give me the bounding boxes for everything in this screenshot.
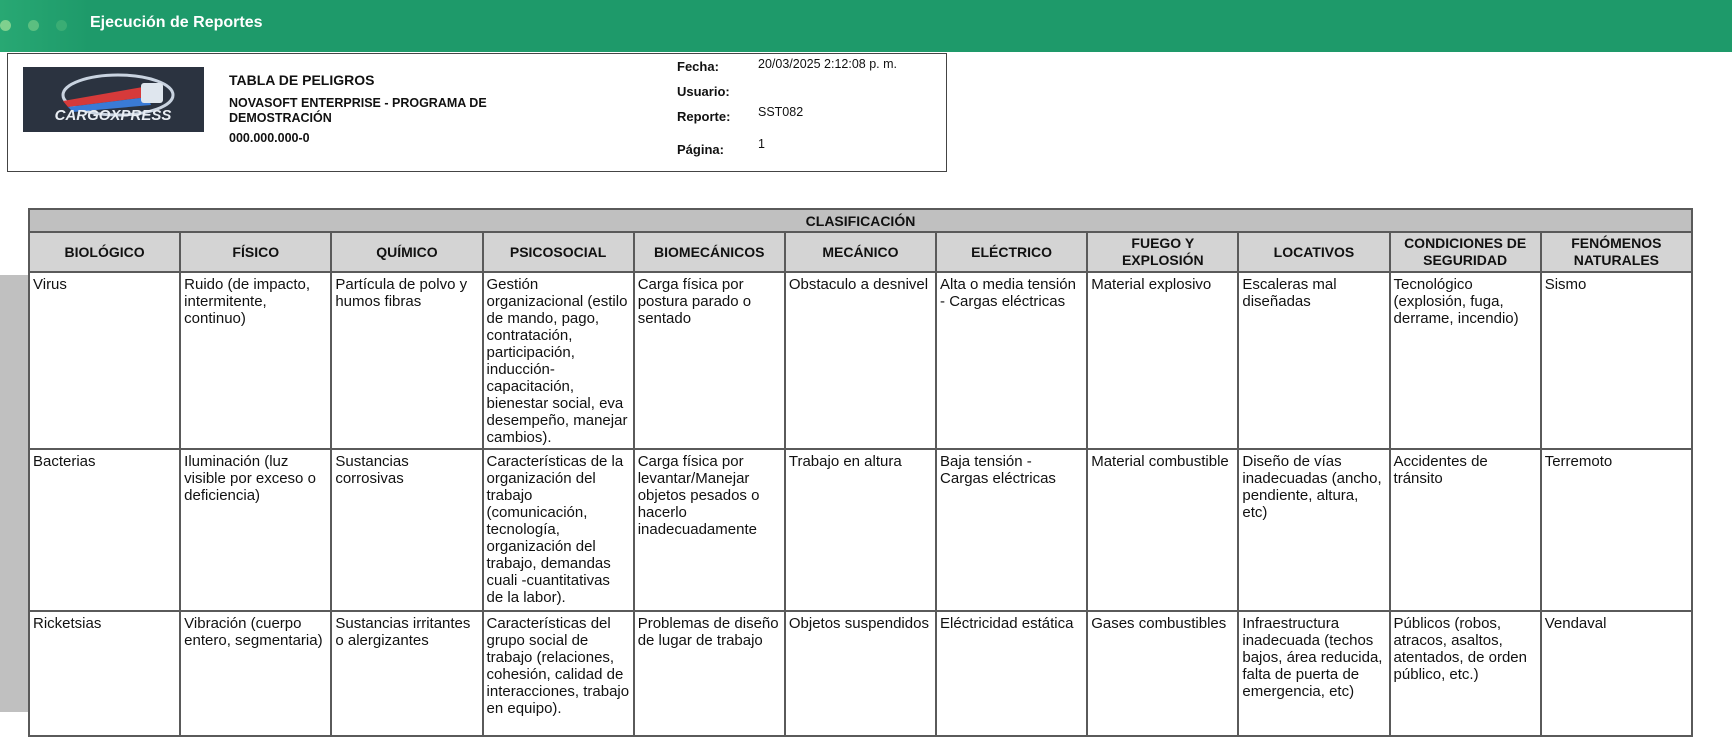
report-title: TABLA DE PELIGROS: [229, 72, 375, 88]
table-cell: Diseño de vías inadecuadas (ancho, pendiente, altura, etc): [1238, 449, 1389, 611]
window-dot-icon[interactable]: [56, 20, 67, 31]
window-title: Ejecución de Reportes: [90, 14, 263, 31]
user-label: Usuario:: [677, 84, 730, 99]
title-bar: [0, 0, 1732, 52]
table-cell: Características del grupo social de trabajo (relaciones, cohesión, calidad de interacciones, trabajo en equipo).: [483, 611, 634, 736]
table-cell: Problemas de diseño de lugar de trabajo: [634, 611, 785, 736]
column-header: PSICOSOCIAL: [483, 232, 634, 272]
column-header: BIOLÓGICO: [29, 232, 180, 272]
table-cell: Tecnológico (explosión, fuga, derrame, incendio): [1390, 272, 1541, 449]
column-header: FUEGO Y EXPLOSIÓN: [1087, 232, 1238, 272]
table-cell: Gases combustibles: [1087, 611, 1238, 736]
left-gutter: [0, 275, 28, 712]
column-header: FÍSICO: [180, 232, 331, 272]
table-cell: Objetos suspendidos: [785, 611, 936, 736]
table-cell: Infraestructura inadecuada (techos bajos, área reducida, falta de puerta de emergencia, etc): [1238, 611, 1389, 736]
report-code-value: SST082: [758, 105, 804, 119]
table-cell: Vendaval: [1541, 611, 1692, 736]
page-value: 1: [758, 137, 765, 151]
window-dot-icon[interactable]: [28, 20, 39, 31]
table-cell: Públicos (robos, atracos, asaltos, atentados, de orden público, etc.): [1390, 611, 1541, 736]
table-cell: Alta o media tensión - Cargas eléctricas: [936, 272, 1087, 449]
table-cell: Virus: [29, 272, 180, 449]
table-cell: Características de la organización del trabajo (comunicación, tecnología, organización del trabajo, demandas cuali -cuantitativas de la labor).: [483, 449, 634, 611]
table-row: [29, 611, 1692, 736]
table-cell: Accidentes de tránsito: [1390, 449, 1541, 611]
column-header: FENÓMENOS NATURALES: [1541, 232, 1692, 272]
table-cell: Baja tensión - Cargas eléctricas: [936, 449, 1087, 611]
table-cell: Gestión organizacional (estilo de mando, pago, contratación, participación, inducción-capacitación, bienestar social, eva desempeño, manejar cambios).: [483, 272, 634, 449]
table-cell: Carga física por levantar/Manejar objetos pesados o hacerlo inadecuadamente: [634, 449, 785, 611]
report-header: [7, 53, 947, 172]
table-row: [29, 272, 1692, 449]
table-cell: Ricketsias: [29, 611, 180, 736]
svg-text:CARGOXPRESS: CARGOXPRESS: [54, 107, 172, 124]
table-cell: Obstaculo a desnivel: [785, 272, 936, 449]
column-header: QUÍMICO: [331, 232, 482, 272]
column-header: MECÁNICO: [785, 232, 936, 272]
table-cell: Partícula de polvo y humos fibras: [331, 272, 482, 449]
window-dot-icon[interactable]: [0, 20, 11, 31]
hazards-table: [28, 208, 1693, 737]
date-value: 20/03/2025 2:12:08 p. m.: [758, 57, 897, 71]
table-cell: Eléctricidad estática: [936, 611, 1087, 736]
column-header: CONDICIONES DE SEGURIDAD: [1390, 232, 1541, 272]
column-header: ELÉCTRICO: [936, 232, 1087, 272]
company-name: NOVASOFT ENTERPRISE - PROGRAMA DE DEMOSTRACIÓN: [229, 96, 487, 125]
column-header: BIOMECÁNICOS: [634, 232, 785, 272]
table-cell: Sustancias irritantes o alergizantes: [331, 611, 482, 736]
table-cell: Vibración (cuerpo entero, segmentaria): [180, 611, 331, 736]
column-header: LOCATIVOS: [1238, 232, 1389, 272]
date-label: Fecha:: [677, 59, 719, 74]
table-cell: Sustancias corrosivas: [331, 449, 482, 611]
table-cell: Material explosivo: [1087, 272, 1238, 449]
page-label: Página:: [677, 142, 724, 157]
report-code-label: Reporte:: [677, 109, 731, 124]
table-cell: Sismo: [1541, 272, 1692, 449]
table-cell: Carga física por postura parado o sentado: [634, 272, 785, 449]
table-cell: Escaleras mal diseñadas: [1238, 272, 1389, 449]
table-cell: Trabajo en altura: [785, 449, 936, 611]
table-cell: Terremoto: [1541, 449, 1692, 611]
table-row: [29, 449, 1692, 611]
company-logo: [23, 67, 204, 132]
table-cell: Bacterias: [29, 449, 180, 611]
table-cell: Iluminación (luz visible por exceso o deficiencia): [180, 449, 331, 611]
table-cell: Material combustible: [1087, 449, 1238, 611]
table-cell: Ruido (de impacto, intermitente, continuo): [180, 272, 331, 449]
company-nit: 000.000.000-0: [229, 131, 310, 145]
group-header: CLASIFICACIÓN: [29, 209, 1692, 232]
